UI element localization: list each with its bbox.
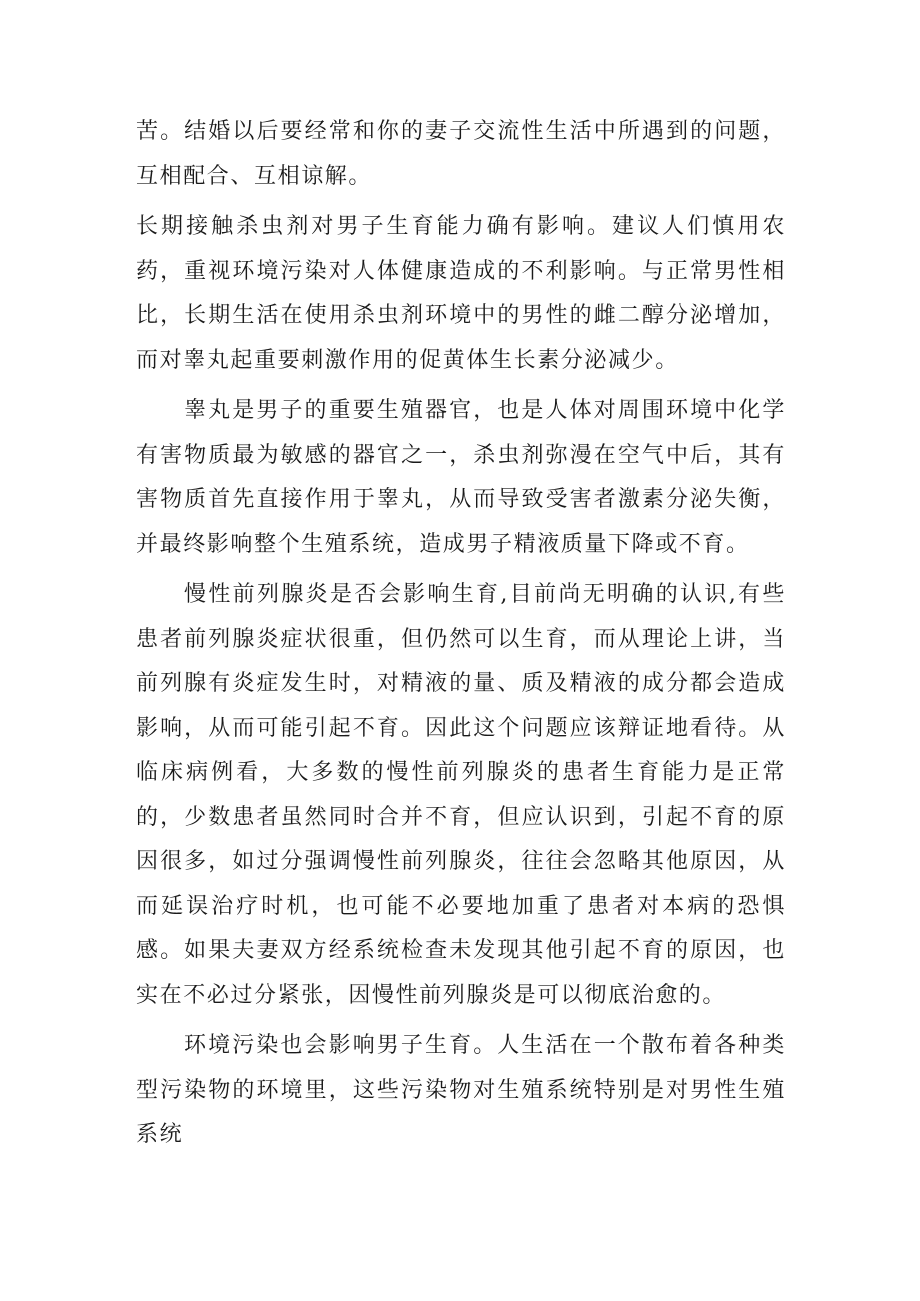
paragraph-1: 苦。结婚以后要经常和你的妻子交流性生活中所遇到的问题，互相配合、互相谅解。 [136, 119, 786, 189]
paragraph-5: 环境污染也会影响男子生育。人生活在一个散布着各种类型污染物的环境里，这些污染物对生殖系统特别是对男性生殖系统 [136, 1033, 786, 1147]
paragraph-4: 慢性前列腺炎是否会影响生育,目前尚无明确的认识,有些患者前列腺炎症状很重，但仍然可以生育，而从理论上讲，当前列腺有炎症发生时，对精液的量、质及精液的成分都会造成影响，从而可能引起不育。因此这个问题应该辩证地看待。从临床病例看，大多数的慢性前列腺炎的患者生育能力是正常的，少数患者虽然同时合并不育，但应认识到，引起不育的原因很多，如过分强调慢性前列腺炎，往往会忽略其他原因，从而延误治疗时机，也可能不必要地加重了患者对本病的恐惧感。如果夫妻双方经系统检查未发现其他引起不育的原因，也实在不必过分紧张，因慢性前列腺炎是可以彻底治愈的。 [136, 582, 786, 1008]
document-body [136, 110, 786, 1158]
paragraph-3: 睾丸是男子的重要生殖器官，也是人体对周围环境中化学有害物质最为敏感的器官之一，杀虫剂弥漫在空气中后，其有害物质首先直接作用于睾丸，从而导致受害者激素分泌失衡，并最终影响整个生殖系统，造成男子精液质量下降或不育。 [136, 398, 786, 557]
paragraph-2: 长期接触杀虫剂对男子生育能力确有影响。建议人们慎用农药，重视环境污染对人体健康造成的不利影响。与正常男性相比，长期生活在使用杀虫剂环境中的男性的雌二醇分泌增加，而对睾丸起重要刺激作用的促黄体生长素分泌减少。 [136, 214, 786, 373]
